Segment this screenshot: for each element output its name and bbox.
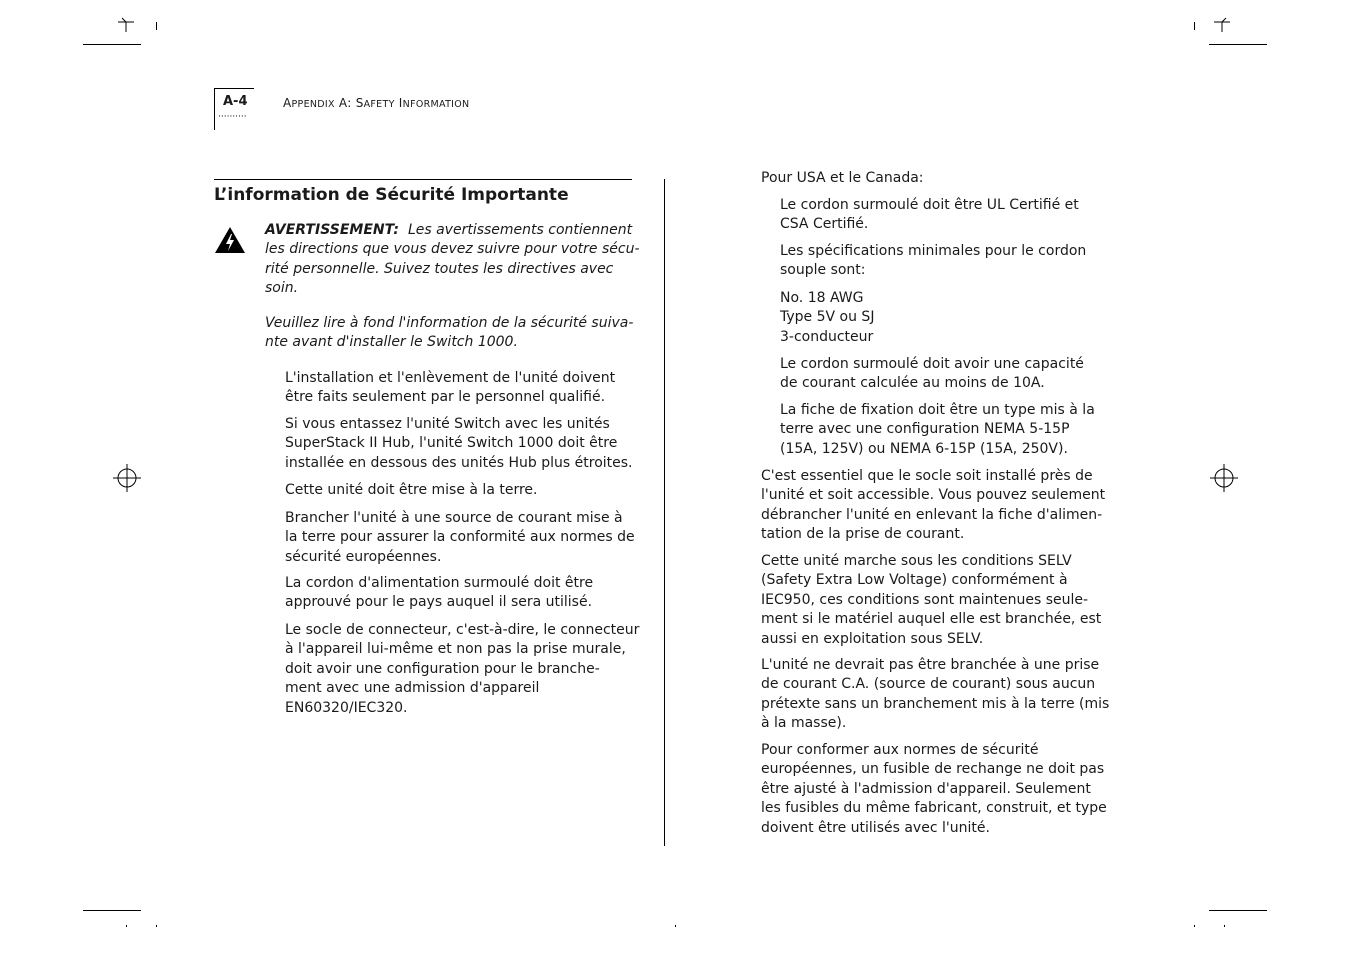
registration-mark-right <box>1210 464 1238 492</box>
right-paragraph-1: C'est essentiel que le socle soit installé près de l'unité et soit accessible. Vous pouvez seulement débrancher l'unité en enlevant la fiche d'alimen- tation de la prise de courant. <box>761 468 1106 543</box>
dotted-flourish: ·········· <box>218 112 247 122</box>
right-intro: Pour USA et le Canada: <box>761 170 924 186</box>
right-paragraph-2: Cette unité marche sous les conditions SELV (Safety Extra Low Voltage) conformément à IEC950, ces conditions sont maintenues seule- ment si le matériel auquel elle est branchée, est aussi en exploitation sous SELV. <box>761 553 1102 647</box>
right-indented-3: No. 18 AWG Type 5V ou SJ 3-conducteur <box>780 290 875 345</box>
right-paragraph-3: L'unité ne devrait pas être branchée à une prise de courant C.A. (source de courant) sous aucun prétexte sans un branchement mis à la terre (mis à la masse). <box>761 657 1110 732</box>
section-rule <box>214 179 632 180</box>
page-tab-border-left <box>214 88 215 130</box>
right-paragraph-4: Pour conformer aux normes de sécurité européennes, un fusible de rechange ne doit pas être ajusté à l'admission d'appareil. Seulement les fusibles du même fabricant, construit, et type doivent être utilisés avec l'unité. <box>761 742 1107 836</box>
left-paragraph-4: Brancher l'unité à une source de courant mise à la terre pour assurer la conformité aux normes de sécurité européennes. <box>285 510 635 565</box>
section-heading: L’information de Sécurité Importante <box>214 185 569 205</box>
warning-paragraph: AVERTISSEMENT: Les avertissements contiennent les directions que vous devez suivre pour votre sécu- rité personnelle. Suivez toutes les directives avec soin. <box>265 222 640 297</box>
left-paragraph-3: Cette unité doit être mise à la terre. <box>285 482 538 498</box>
warning-icon <box>214 226 246 254</box>
right-indented-2: Les spécifications minimales pour le cordon souple sont: <box>780 243 1087 279</box>
read-instructions: Veuillez lire à fond l'information de la sécurité suiva- nte avant d'installer le Switch 1000. <box>265 315 634 351</box>
warning-label: AVERTISSEMENT: <box>265 222 400 238</box>
right-indented-1: Le cordon surmoulé doit être UL Certifié et CSA Certifié. <box>780 197 1079 233</box>
column-divider <box>664 179 665 846</box>
page-tab-border <box>214 88 254 89</box>
right-indented-4: Le cordon surmoulé doit avoir une capacité de courant calculée au moins de 10A. <box>780 356 1084 392</box>
page-number: A-4 <box>223 94 248 109</box>
left-paragraph-6: Le socle de connecteur, c'est-à-dire, le connecteur à l'appareil lui-même et non pas la prise murale, doit avoir une configuration pour le branche- ment avec une admission d'appareil EN60320/IEC320. <box>285 622 640 716</box>
left-paragraph-1: L'installation et l'enlèvement de l'unité doivent être faits seulement par le personnel qualifié. <box>285 370 616 406</box>
left-paragraph-5: La cordon d'alimentation surmoulé doit être approuvé pour le pays auquel il sera utilisé. <box>285 575 594 611</box>
left-paragraph-2: Si vous entassez l'unité Switch avec les unités SuperStack II Hub, l'unité Switch 1000 doit être installée en dessous des unités Hub plus étroites. <box>285 416 633 471</box>
registration-mark-left <box>113 464 141 492</box>
running-title: APPENDIX A: SAFETY INFORMATION <box>283 96 470 110</box>
right-indented-5: La fiche de fixation doit être un type mis à la terre avec une configuration NEMA 5-15P (15A, 125V) ou NEMA 6-15P (15A, 250V). <box>780 402 1095 457</box>
